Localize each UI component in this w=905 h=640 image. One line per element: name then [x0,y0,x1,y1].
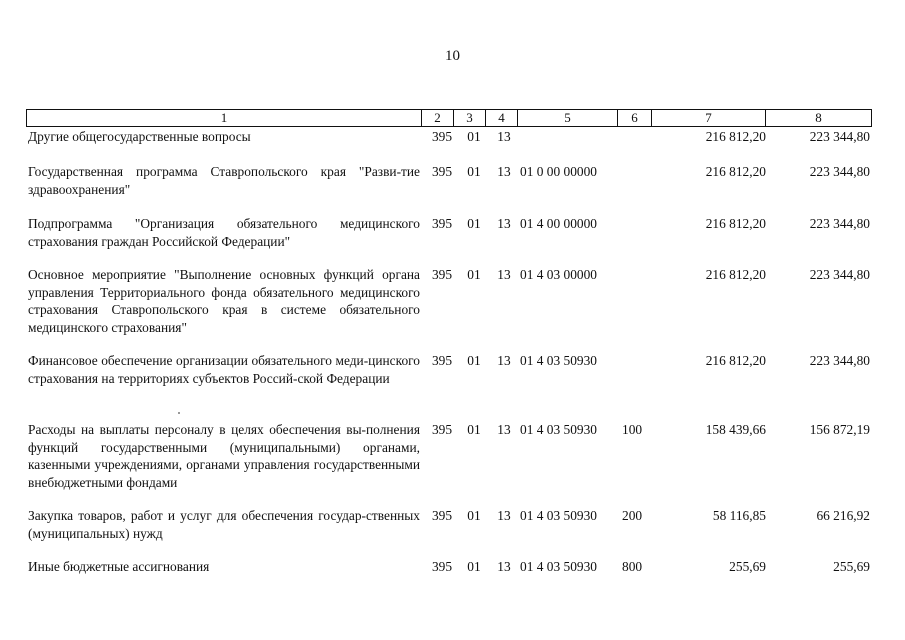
cell-col-2: 395 [431,353,453,368]
cell-col-5: 01 4 03 00000 [520,267,597,282]
cell-col-8: 255,69 [833,559,870,574]
cell-col-4: 13 [497,422,511,437]
header-col-2: 2 [421,110,453,126]
cell-col-7: 216 812,20 [705,129,766,144]
cell-col-8: 223 344,80 [809,353,870,368]
cell-col-5: 01 4 03 50930 [520,508,597,523]
row-description: Государственная программа Ставропольского края "Разви-тие здравоохранения" [28,164,420,197]
row-description: Другие общегосударственные вопросы [28,129,251,144]
cell-col-3: 01 [467,353,481,368]
cell-col-5: 01 4 03 50930 [520,353,597,368]
cell-col-5: 01 4 03 50930 [520,422,597,437]
cell-col-2: 395 [431,422,453,437]
cell-col-2: 395 [431,216,453,231]
header-col-4: 4 [485,110,517,126]
cell-col-8: 66 216,92 [816,508,870,523]
header-col-3: 3 [453,110,485,126]
cell-col-4: 13 [497,267,511,282]
cell-col-7: 216 812,20 [705,267,766,282]
cell-col-5: 01 0 00 00000 [520,164,597,179]
cell-col-4: 13 [497,559,511,574]
cell-col-4: 13 [497,353,511,368]
cell-col-3: 01 [467,129,481,144]
row-description: Финансовое обеспечение организации обязательного меди-цинского страхования на территориях субъектов Россий-ской Федерации [28,353,420,386]
cell-col-3: 01 [467,267,481,282]
cell-col-4: 13 [497,216,511,231]
cell-col-2: 395 [431,129,453,144]
page-number: 10 [445,48,460,64]
cell-col-3: 01 [467,508,481,523]
cell-col-6: 200 [622,508,643,523]
cell-col-3: 01 [467,422,481,437]
cell-col-7: 216 812,20 [705,216,766,231]
cell-col-4: 13 [497,508,511,523]
cell-col-6: 100 [622,422,643,437]
row-description: Иные бюджетные ассигнования [28,559,210,574]
header-col-8: 8 [765,110,871,126]
row-description: Основное мероприятие "Выполнение основных функций органа управления Территориального фонда обязательного медицинского страхования Ставропольского края в системе обязательного медицинского страхования" [28,267,420,335]
row-description: Подпрограмма "Организация обязательного медицинского страхования граждан Российской Федерации" [28,216,420,249]
cell-col-7: 216 812,20 [705,164,766,179]
cell-col-3: 01 [467,164,481,179]
cell-col-3: 01 [467,559,481,574]
cell-col-7: 255,69 [729,559,766,574]
row-description: Закупка товаров, работ и услуг для обеспечения государ-ственных (муниципальных) нужд [28,508,420,541]
header-col-7: 7 [651,110,765,126]
cell-col-3: 01 [467,216,481,231]
cell-col-7: 216 812,20 [705,353,766,368]
cell-col-4: 13 [497,164,511,179]
header-col-1: 1 [220,110,228,125]
cell-col-8: 223 344,80 [809,164,870,179]
cell-col-8: 223 344,80 [809,216,870,231]
cell-col-6: 800 [622,559,643,574]
cell-col-2: 395 [431,559,453,574]
cell-col-7: 58 116,85 [712,508,766,523]
header-col-6: 6 [617,110,651,126]
cell-col-8: 223 344,80 [809,129,870,144]
cell-col-5: 01 4 00 00000 [520,216,597,231]
header-col-5: 5 [517,110,617,126]
cell-col-2: 395 [431,164,453,179]
cell-col-2: 395 [431,508,453,523]
table-header [26,109,872,127]
cell-col-7: 158 439,66 [705,422,766,437]
cell-col-2: 395 [431,267,453,282]
cell-col-4: 13 [497,129,511,144]
scan-speck [178,412,180,414]
row-description: Расходы на выплаты персоналу в целях обеспечения вы-полнения функций государственными (муниципальными) органами, казенными учреждениями, органами управления государственными внебюджетными фондами [28,422,420,490]
cell-col-8: 156 872,19 [809,422,870,437]
cell-col-8: 223 344,80 [809,267,870,282]
cell-col-5: 01 4 03 50930 [520,559,597,574]
